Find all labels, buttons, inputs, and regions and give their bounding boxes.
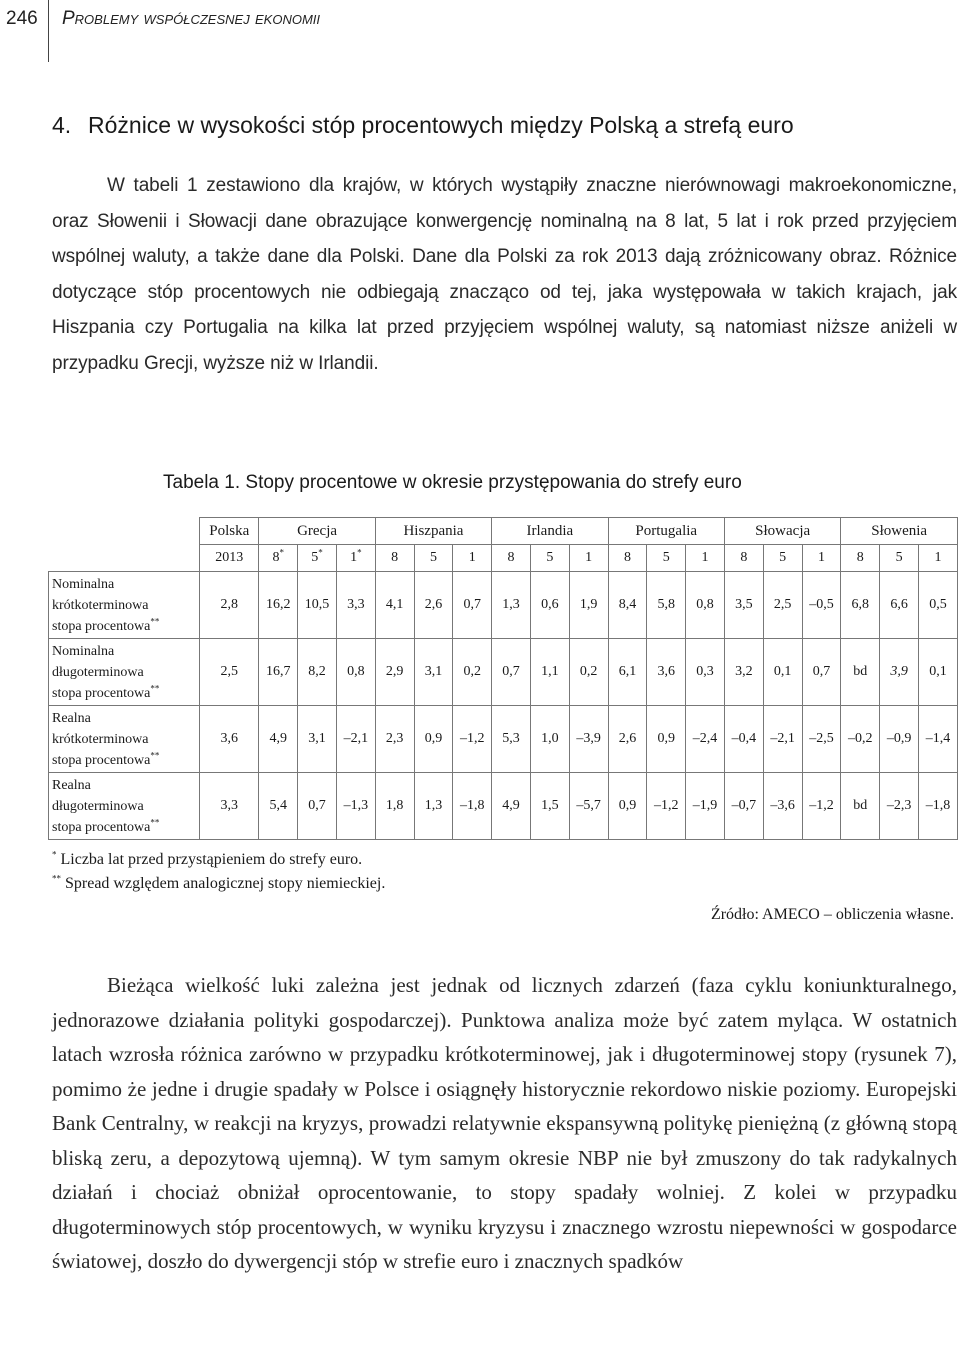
header-divider	[48, 0, 49, 62]
country-header: Polska	[200, 518, 259, 545]
value-cell: –0,7	[724, 773, 763, 840]
value-cell: –1,3	[336, 773, 375, 840]
years-before-cell: 5	[880, 545, 919, 572]
value-cell: 0,7	[492, 639, 531, 706]
value-cell: 3,1	[414, 639, 453, 706]
section-heading	[52, 112, 952, 139]
value-cell: 1,5	[530, 773, 569, 840]
value-cell: –2,5	[802, 706, 841, 773]
value-cell: 6,8	[841, 572, 880, 639]
table-body	[49, 572, 958, 840]
years-before-cell: 1	[802, 545, 841, 572]
value-cell: –0,5	[802, 572, 841, 639]
value-cell: –2,1	[763, 706, 802, 773]
value-cell: 0,7	[802, 639, 841, 706]
value-cell: –5,7	[569, 773, 608, 840]
table-caption: Tabela 1. Stopy procentowe w okresie przystępowania do strefy euro	[163, 472, 742, 493]
value-cell: 3,9	[880, 639, 919, 706]
value-cell: –2,4	[686, 706, 725, 773]
table-source: Źródło: AMECO – obliczenia własne.	[710, 906, 954, 923]
value-cell: 4,9	[492, 773, 531, 840]
value-cell: 5,3	[492, 706, 531, 773]
table-footnotes	[52, 848, 652, 896]
row-label: Nominalna krótkoterminowa stopa procentowa**	[49, 572, 200, 639]
page-number: 246	[6, 8, 38, 29]
years-before-cell: 1	[918, 545, 957, 572]
value-cell: –0,4	[724, 706, 763, 773]
value-cell: –1,2	[647, 773, 686, 840]
value-cell: –3,6	[763, 773, 802, 840]
years-before-cell: 5*	[298, 545, 337, 572]
years-before-cell: 8*	[259, 545, 298, 572]
value-cell: –1,2	[453, 706, 492, 773]
value-cell: bd	[841, 639, 880, 706]
value-cell: –2,3	[880, 773, 919, 840]
value-cell: 6,6	[880, 572, 919, 639]
value-cell: 3,6	[200, 706, 259, 773]
value-cell: 1,0	[530, 706, 569, 773]
value-cell: 0,9	[647, 706, 686, 773]
value-cell: 1,3	[414, 773, 453, 840]
value-cell: 2,3	[375, 706, 414, 773]
years-before-cell: 8	[724, 545, 763, 572]
country-header: Słowacja	[724, 518, 840, 545]
value-cell: 2,6	[608, 706, 647, 773]
value-cell: 16,2	[259, 572, 298, 639]
table-row	[49, 706, 958, 773]
value-cell: 0,8	[336, 639, 375, 706]
years-before-cell: 5	[414, 545, 453, 572]
years-before-cell: 8	[492, 545, 531, 572]
row-label: Realna długoterminowa stopa procentowa**	[49, 773, 200, 840]
table-corner	[49, 518, 200, 572]
value-cell: –1,8	[453, 773, 492, 840]
paragraph-text: W tabeli 1 zestawiono dla krajów, w których wystąpiły znaczne nierównowagi makroekonomiczne, oraz Słowenii i Słowacji dane obrazujące konwergencję nominalną na 8 lat, 5 lat i rok przed przyjęciem wspólnej waluty, a także dane dla Polski. Dane dla Polski za rok 2013 dają zróżnicowany obraz. Różnice dotyczące stóp procentowych nie odbiegają znacząco od tej, jaka występowała w takich krajach, jak Hiszpania czy Portugalia na kilka lat przed przyjęciem wspólnej waluty, są natomiast niższe aniżeli w przypadku Grecji, wyższe niż w Irlandii.	[52, 175, 957, 374]
table-row	[49, 773, 958, 840]
paragraph-text: Bieżąca wielkość luki zależna jest jednak od licznych zdarzeń (faza cyklu koniunkturalnego, jednorazowe działania polityki gospodarczej). Punktowa analiza może być zatem myląca. W ostatnich latach wzrosła różnica zarówno w przypadku krótkoterminowej, jak i długoterminowej stopy (rysunek 7), pomimo że jedne i drugie spadały w Polsce i osiągnęły historycznie rekordowo niskie poziomy. Europejski Bank Centralny, w reakcji na kryzys, prowadzi relatywnie ekspansywną politykę pieniężną (z główną stopą bliską zeru, a depozytową ujemną). W tym samym okresie NBP nie był zmuszony do tak radykalnych działań i chociaż obniżał oprocentowanie, to stopy spadały wolniej. Z kolei w przypadku długoterminowych stóp procentowych, w wyniku kryzysu i znacznego wzrostu niepewności w gospodarce światowej, doszło do dywergencji stóp w strefie euro i znacznych spadków	[52, 973, 957, 1273]
value-cell: 2,5	[200, 639, 259, 706]
years-before-cell: 1	[686, 545, 725, 572]
year-cell: 2013	[200, 545, 259, 572]
country-header: Portugalia	[608, 518, 724, 545]
years-before-cell: 1	[453, 545, 492, 572]
value-cell: 3,5	[724, 572, 763, 639]
value-cell: 2,8	[200, 572, 259, 639]
row-label: Nominalna długoterminowa stopa procentowa**	[49, 639, 200, 706]
value-cell: 10,5	[298, 572, 337, 639]
value-cell: 2,9	[375, 639, 414, 706]
value-cell: 1,1	[530, 639, 569, 706]
value-cell: 0,9	[414, 706, 453, 773]
value-cell: 4,1	[375, 572, 414, 639]
value-cell: 8,2	[298, 639, 337, 706]
value-cell: 3,6	[647, 639, 686, 706]
section-number: 4.	[52, 112, 72, 138]
years-before-cell: 5	[647, 545, 686, 572]
value-cell: –1,9	[686, 773, 725, 840]
value-cell: 3,3	[336, 572, 375, 639]
value-cell: –3,9	[569, 706, 608, 773]
value-cell: 0,3	[686, 639, 725, 706]
value-cell: 0,9	[608, 773, 647, 840]
section-title: Różnice w wysokości stóp procentowych między Polską a strefą euro	[88, 112, 794, 138]
interest-rates-table	[48, 517, 958, 840]
value-cell: 2,5	[763, 572, 802, 639]
value-cell: 5,4	[259, 773, 298, 840]
country-header: Słowenia	[841, 518, 958, 545]
value-cell: 0,5	[918, 572, 957, 639]
value-cell: 0,2	[569, 639, 608, 706]
value-cell: 5,8	[647, 572, 686, 639]
country-header: Irlandia	[492, 518, 608, 545]
value-cell: 3,2	[724, 639, 763, 706]
value-cell: –1,4	[918, 706, 957, 773]
table-row	[49, 639, 958, 706]
value-cell: 1,3	[492, 572, 531, 639]
table-row	[49, 572, 958, 639]
running-title: Problemy współczesnej ekonomii	[62, 8, 320, 29]
years-before-cell: 1*	[336, 545, 375, 572]
value-cell: 1,9	[569, 572, 608, 639]
value-cell: –0,2	[841, 706, 880, 773]
value-cell: –1,2	[802, 773, 841, 840]
value-cell: 0,7	[298, 773, 337, 840]
body-paragraph	[52, 968, 957, 1279]
value-cell: –2,1	[336, 706, 375, 773]
value-cell: 6,1	[608, 639, 647, 706]
years-before-cell: 8	[608, 545, 647, 572]
value-cell: 0,8	[686, 572, 725, 639]
country-header-row	[49, 518, 958, 545]
footnote: ** Spread względem analogicznej stopy niemieckiej.	[52, 873, 386, 892]
value-cell: 3,1	[298, 706, 337, 773]
value-cell: 3,3	[200, 773, 259, 840]
value-cell: 1,8	[375, 773, 414, 840]
value-cell: 0,1	[763, 639, 802, 706]
row-label: Realna krótkoterminowa stopa procentowa**	[49, 706, 200, 773]
value-cell: 16,7	[259, 639, 298, 706]
country-header: Grecja	[259, 518, 375, 545]
value-cell: –0,9	[880, 706, 919, 773]
footnote: * Liczba lat przed przystąpieniem do strefy euro.	[52, 849, 363, 868]
years-before-cell: 1	[569, 545, 608, 572]
intro-paragraph	[52, 168, 957, 381]
value-cell: 4,9	[259, 706, 298, 773]
value-cell: bd	[841, 773, 880, 840]
value-cell: 0,6	[530, 572, 569, 639]
value-cell: 2,6	[414, 572, 453, 639]
page-header	[0, 0, 960, 62]
value-cell: 0,1	[918, 639, 957, 706]
years-before-cell: 8	[841, 545, 880, 572]
value-cell: 8,4	[608, 572, 647, 639]
value-cell: –1,8	[918, 773, 957, 840]
country-header: Hiszpania	[375, 518, 491, 545]
years-before-cell: 5	[530, 545, 569, 572]
value-cell: 0,2	[453, 639, 492, 706]
value-cell: 0,7	[453, 572, 492, 639]
years-before-cell: 5	[763, 545, 802, 572]
years-before-cell: 8	[375, 545, 414, 572]
